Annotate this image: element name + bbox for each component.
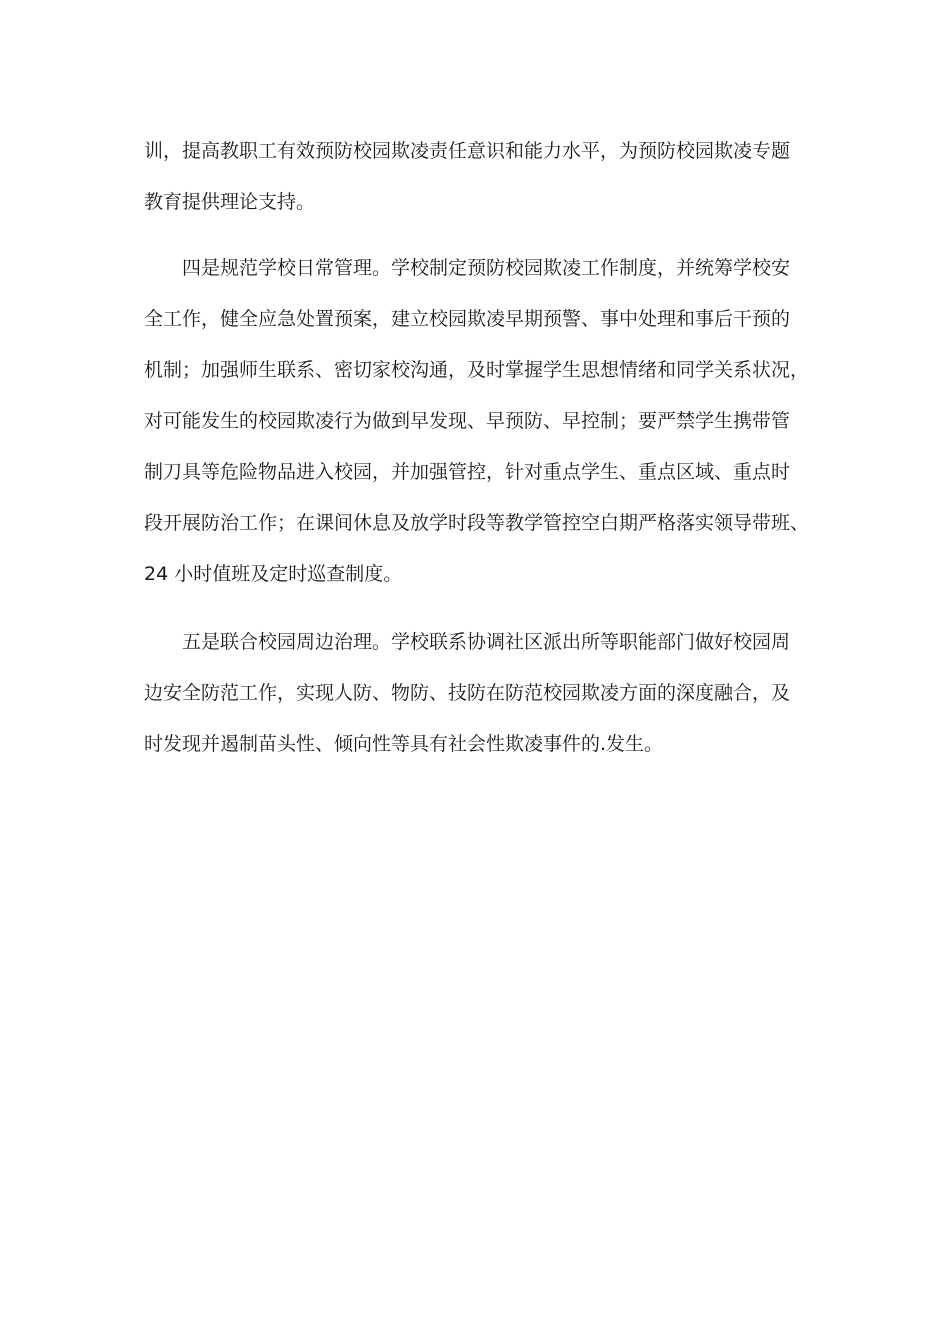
text-line: 五是联合校园周边治理。学校联系协调社区派出所等职能部门做好校园周 [182,631,791,653]
paragraph-daily-management [144,243,834,600]
text-line: 段开展防治工作；在课间休息及放学时段等教学管控空白期严格落实领导带班、 [144,512,810,534]
text-line: 四是规范学校日常管理。学校制定预防校园欺凌工作制度，并统筹学校安 [182,257,791,279]
text-line: 全工作，健全应急处置预案，建立校园欺凌早期预警、事中处理和事后干预的 [144,308,791,330]
text-line: 24 小时值班及定时巡查制度。 [144,563,403,585]
text-line: 制刀具等危险物品进入校园，并加强管控，针对重点学生、重点区域、重点时 [144,461,791,483]
text-line: 时发现并遏制苗头性、倾向性等具有社会性欺凌事件的.发生。 [144,733,664,755]
paragraph-campus-surroundings [144,617,834,770]
text-line: 机制；加强师生联系、密切家校沟通，及时掌握学生思想情绪和同学关系状况， [144,359,810,381]
text-line: 训，提高教职工有效预防校园欺凌责任意识和能力水平，为预防校园欺凌专题 [144,140,791,162]
paragraph-training-continuation [144,126,834,228]
text-line: 对可能发生的校园欺凌行为做到早发现、早预防、早控制；要严禁学生携带管 [144,410,791,432]
text-line: 教育提供理论支持。 [144,191,316,213]
text-line: 边安全防范工作，实现人防、物防、技防在防范校园欺凌方面的深度融合，及 [144,682,791,704]
